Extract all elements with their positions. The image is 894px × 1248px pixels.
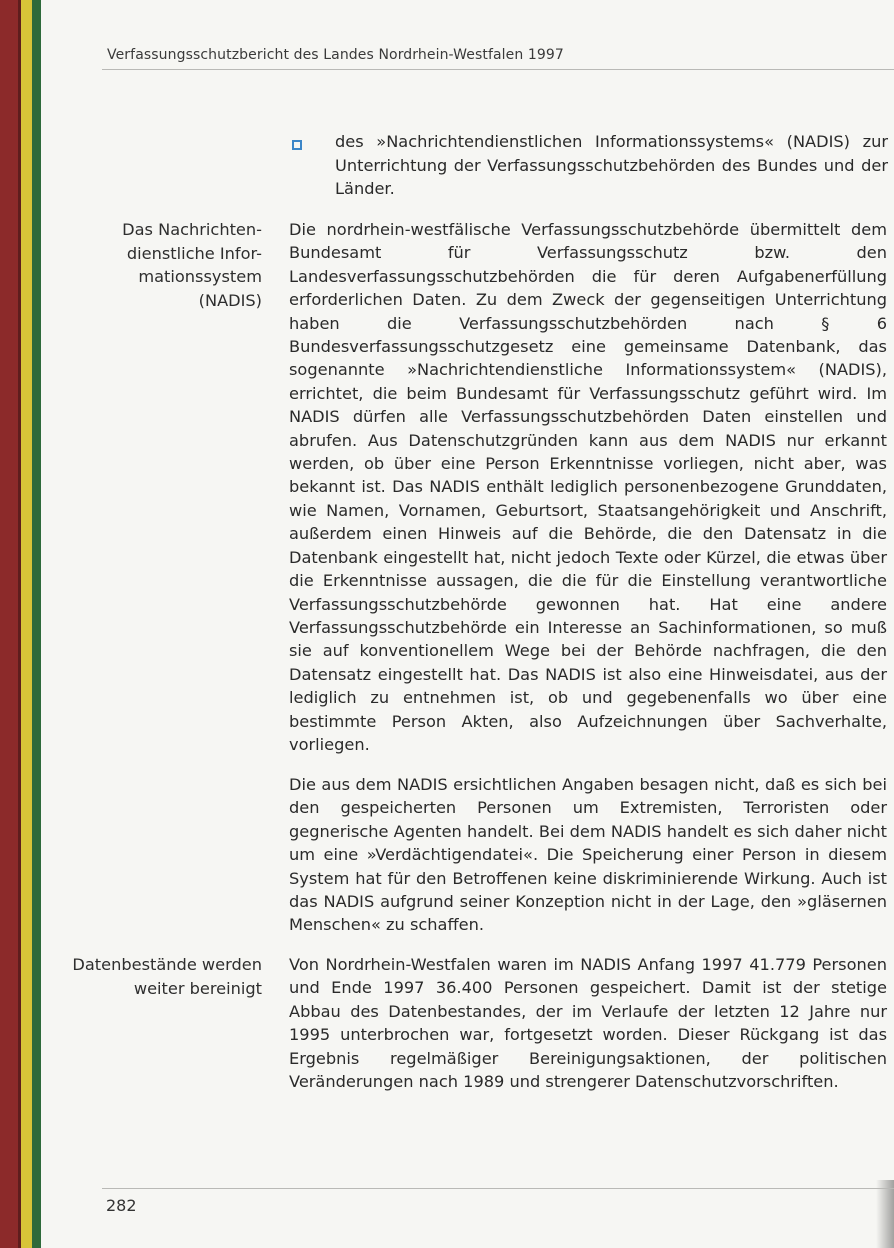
- binding-strip-green: [32, 0, 41, 1248]
- bullet-item-text: des »Nachrichtendienstlichen Informationssystems« (NADIS) zur Unterrichtung der Verfassungsschutzbehörden des Bundes und der Länder.: [335, 132, 888, 199]
- header-rule: [102, 69, 894, 70]
- paragraph-nadis-description: Die nordrhein-westfälische Verfassungsschutzbehörde übermittelt dem Bundesamt für Verfassungsschutz bzw. den Landesverfassungsschutzbehörden die für deren Aufgabenerfüllung erforderlichen Daten. Zu dem Zweck der gegenseitigen Unterrichtung haben die Verfassungsschutzbehörden nach § 6 Bundesverfassungsschutzgesetz eine gemeinsame Datenbank, das sogenannte »Nachrichtendienstliche Informationssystem« (NADIS), errichtet, die beim Bundesamt für Verfassungsschutz geführt wird. Im NADIS dürfen alle Verfassungsschutzbehörden Daten einstellen und abrufen. Aus Datenschutzgründen kann aus dem NADIS nur erkannt werden, ob über eine Person Erkenntnisse vorliegen, nicht aber, was bekannt ist. Das NADIS enthält lediglich personenbezogene Grunddaten, wie Namen, Vornamen, Geburtsort, Staatsangehörigkeit und Anschrift, außerdem einen Hinweis auf die Behörde, die den Datensatz in die Datenbank eingestellt hat, nicht jedoch Texte oder Kürzel, die etwas über die Erkenntnisse aussagen, die die für die Einstellung verantwortliche Verfassungsschutzbehörde gewonnen hat. Hat eine andere Verfassungsschutzbehörde ein Interesse an Sachinformationen, so muß sie auf konventionellem Wege bei der Behörde nachfragen, die den Datensatz eingestellt hat. Das NADIS ist also eine Hinweisdatei, aus der lediglich zu entnehmen ist, ob und gegebenenfalls wo über eine bestimmte Person Akten, also Aufzeichnungen über Sachverhalte, vorliegen.: [289, 220, 887, 754]
- binding-strip-red: [0, 0, 18, 1248]
- paragraph-nadis-not-suspect-file: Die aus dem NADIS ersichtlichen Angaben besagen nicht, daß es sich bei den gespeicherten Personen um Extremisten, Terroristen oder gegnerische Agenten handelt. Bei dem NADIS handelt es sich daher nicht um eine »Verdächtigendatei«. Die Speicherung einer Person in diesem System hat für den Betroffenen keine diskriminierende Wirkung. Auch ist das NADIS aufgrund seiner Konzeption nicht in der Lage, den »gläsernen Menschen« zu schaffen.: [289, 775, 887, 935]
- margin-note-data-cleanup: Datenbestände werden weiter bereinigt: [72, 955, 262, 998]
- page-number: 282: [106, 1196, 137, 1215]
- footer-rule: [102, 1188, 894, 1189]
- checkbox-bullet-icon: [292, 140, 302, 150]
- page-curl-shadow: [876, 1180, 894, 1248]
- paragraph-data-statistics: Von Nordrhein-Westfalen waren im NADIS Anfang 1997 41.779 Personen und Ende 1997 36.400 Personen gespeichert. Damit ist der stetige Abbau des Datenbestandes, der im Verlaufe der letzten 12 Jahre nur 1995 unterbrochen war, fortgesetzt worden. Dieser Rückgang ist das Ergebnis regelmäßiger Bereinigungsaktionen, der politischen Veränderungen nach 1989 und strengerer Datenschutzvorschriften.: [289, 955, 887, 1092]
- margin-note-nadis: Das Nachrichten-dienstliche Infor-mationssystem (NADIS): [122, 220, 262, 310]
- running-header: Verfassungsschutzbericht des Landes Nordrhein-Westfalen 1997: [107, 47, 564, 63]
- binding-strip-yellow: [21, 0, 32, 1248]
